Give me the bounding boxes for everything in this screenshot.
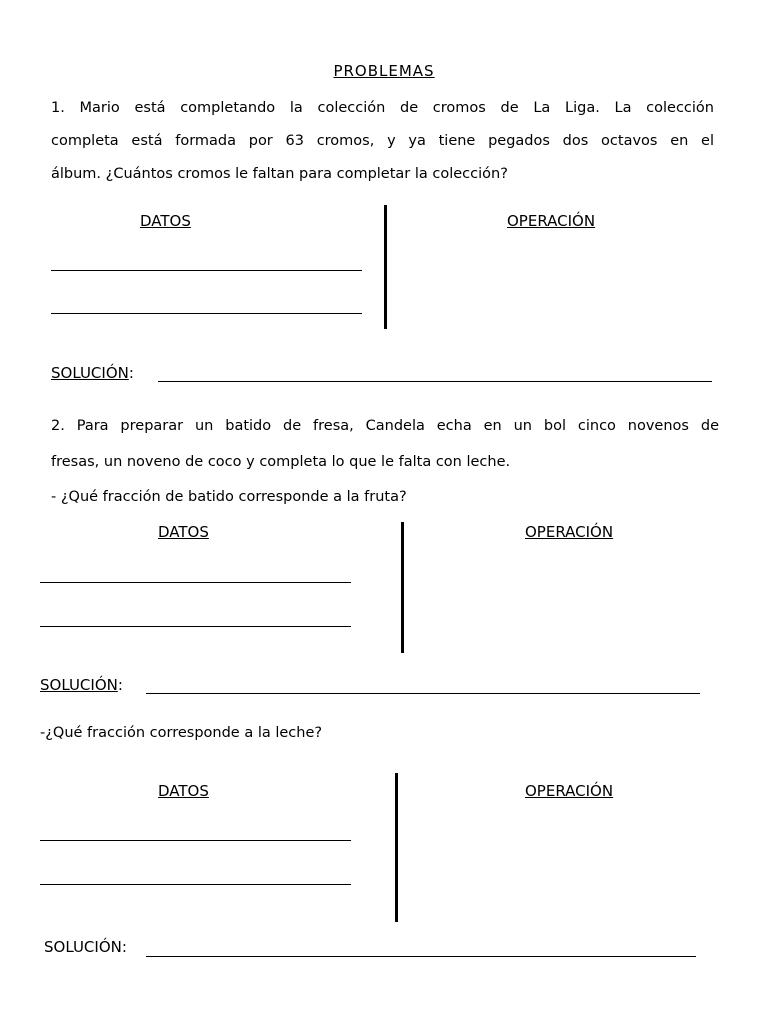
problem-2a-solucion-colon: :	[117, 676, 123, 694]
problem-2a-datos-blank-2[interactable]	[40, 626, 351, 627]
problem-2-question-b: -¿Qué fracción corresponde a la leche?	[40, 725, 323, 741]
problem-1-datos-blank-1[interactable]	[51, 270, 362, 271]
problem-2b-datos-heading: DATOS	[158, 782, 209, 800]
problem-2b-datos-blank-2[interactable]	[40, 884, 351, 885]
problem-1-datos-blank-2[interactable]	[51, 313, 362, 314]
problem-2b-solucion-label: SOLUCIÓN:	[44, 938, 127, 956]
problem-1-line-2: completa está formada por 63 cromos, y ya tiene pegados dos octavos en el	[51, 133, 714, 149]
problem-1-divider	[384, 205, 387, 329]
page-title: PROBLEMAS	[333, 62, 435, 80]
problem-1-line-3: álbum. ¿Cuántos cromos le faltan para completar la colección?	[51, 166, 508, 182]
problem-2a-datos-heading: DATOS	[158, 523, 209, 541]
problem-1-solucion-text: SOLUCIÓN	[51, 364, 129, 382]
problem-2-line-1: 2. Para preparar un batido de fresa, Candela echa en un bol cinco novenos de	[51, 418, 719, 434]
problem-2a-divider	[401, 522, 404, 653]
problem-2a-solucion-label	[40, 678, 123, 693]
problem-2a-solucion-text: SOLUCIÓN	[40, 676, 118, 694]
problem-2a-operacion-heading: OPERACIÓN	[525, 523, 614, 541]
problem-2-question-a: - ¿Qué fracción de batido corresponde a la fruta?	[51, 489, 407, 505]
problem-2-line-2: fresas, un noveno de coco y completa lo que le falta con leche.	[51, 454, 511, 470]
problem-2a-datos-blank-1[interactable]	[40, 582, 351, 583]
problem-2b-divider	[395, 773, 398, 922]
problem-1-solucion-label	[51, 366, 134, 381]
problem-1-solucion-blank[interactable]	[158, 381, 712, 382]
problem-2a-solucion-blank[interactable]	[146, 693, 700, 694]
problem-1-operacion-heading: OPERACIÓN	[507, 212, 596, 230]
problem-1-solucion-colon: :	[128, 364, 134, 382]
problem-1-line-1: 1. Mario está completando la colección de cromos de La Liga. La colección	[51, 100, 714, 116]
problem-2b-solucion-blank[interactable]	[146, 956, 696, 957]
problem-2b-datos-blank-1[interactable]	[40, 840, 351, 841]
problem-1-datos-heading: DATOS	[140, 212, 191, 230]
problem-2b-operacion-heading: OPERACIÓN	[525, 782, 614, 800]
